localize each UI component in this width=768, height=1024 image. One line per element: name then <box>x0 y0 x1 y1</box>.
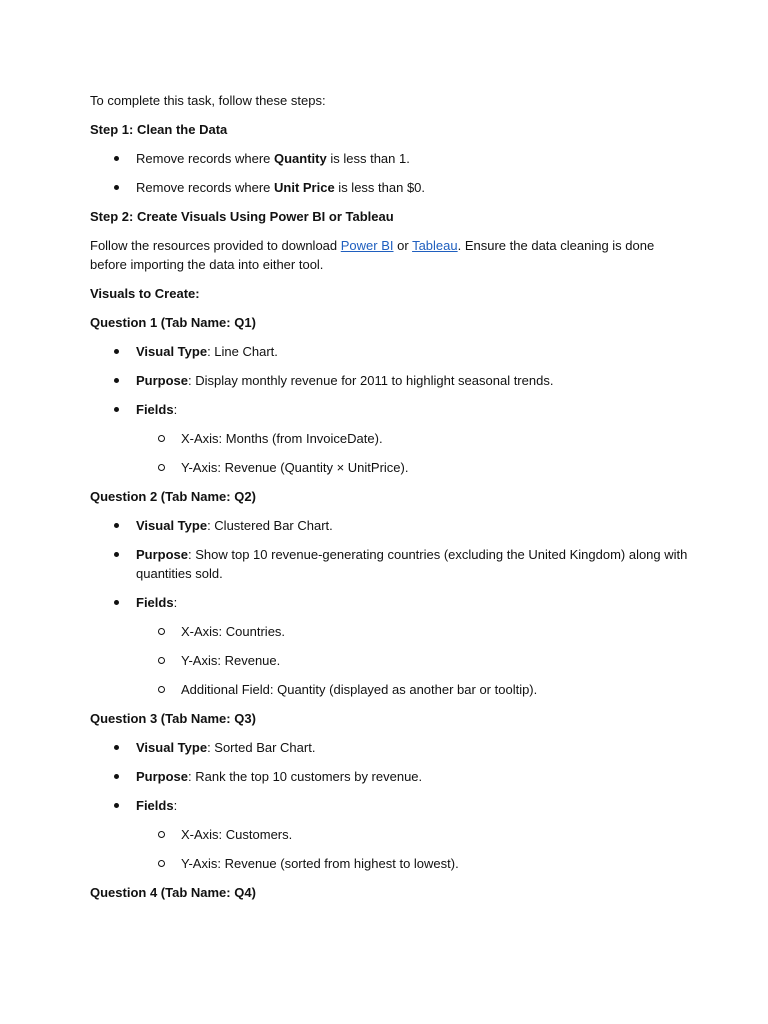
sub-list-item: X-Axis: Countries. <box>90 622 690 641</box>
step2-heading: Step 2: Create Visuals Using Power BI or Tableau <box>90 209 394 224</box>
sub-list-item: Additional Field: Quantity (displayed as another bar or tooltip). <box>90 680 690 699</box>
q2-list <box>90 516 690 699</box>
list-item: Fields: <box>90 796 690 815</box>
tableau-link[interactable]: Tableau <box>412 238 458 253</box>
list-item: Purpose: Display monthly revenue for 2011 to highlight seasonal trends. <box>90 371 690 390</box>
visuals-heading: Visuals to Create: <box>90 286 200 301</box>
document-page <box>90 91 690 912</box>
list-item: Visual Type: Line Chart. <box>90 342 690 361</box>
step2-paragraph: Follow the resources provided to download Power BI or Tableau. Ensure the data cleaning is done before importing the data into either tool. <box>90 238 655 272</box>
sub-list-item: Y-Axis: Revenue (sorted from highest to lowest). <box>90 854 690 873</box>
q1-list <box>90 342 690 477</box>
list-item: Fields: <box>90 400 690 419</box>
q2-heading: Question 2 (Tab Name: Q2) <box>90 489 256 504</box>
list-item: Remove records where Unit Price is less than $0. <box>90 178 690 197</box>
q3-heading: Question 3 (Tab Name: Q3) <box>90 711 256 726</box>
step1-list <box>90 149 690 197</box>
q3-list <box>90 738 690 873</box>
q1-heading: Question 1 (Tab Name: Q1) <box>90 315 256 330</box>
q4-heading: Question 4 (Tab Name: Q4) <box>90 885 256 900</box>
list-item: Fields: <box>90 593 690 612</box>
sub-list-item: Y-Axis: Revenue (Quantity × UnitPrice). <box>90 458 690 477</box>
list-item: Visual Type: Clustered Bar Chart. <box>90 516 690 535</box>
list-item: Remove records where Quantity is less than 1. <box>90 149 690 168</box>
intro-text: To complete this task, follow these steps: <box>90 93 326 108</box>
list-item: Purpose: Show top 10 revenue-generating countries (excluding the United Kingdom) along with quantities sold. <box>90 545 690 583</box>
list-item: Purpose: Rank the top 10 customers by revenue. <box>90 767 690 786</box>
sub-list-item: X-Axis: Months (from InvoiceDate). <box>90 429 690 448</box>
sub-list-item: Y-Axis: Revenue. <box>90 651 690 670</box>
power-bi-link[interactable]: Power BI <box>340 238 394 253</box>
list-item: Visual Type: Sorted Bar Chart. <box>90 738 690 757</box>
sub-list-item: X-Axis: Customers. <box>90 825 690 844</box>
step1-heading: Step 1: Clean the Data <box>90 122 228 137</box>
